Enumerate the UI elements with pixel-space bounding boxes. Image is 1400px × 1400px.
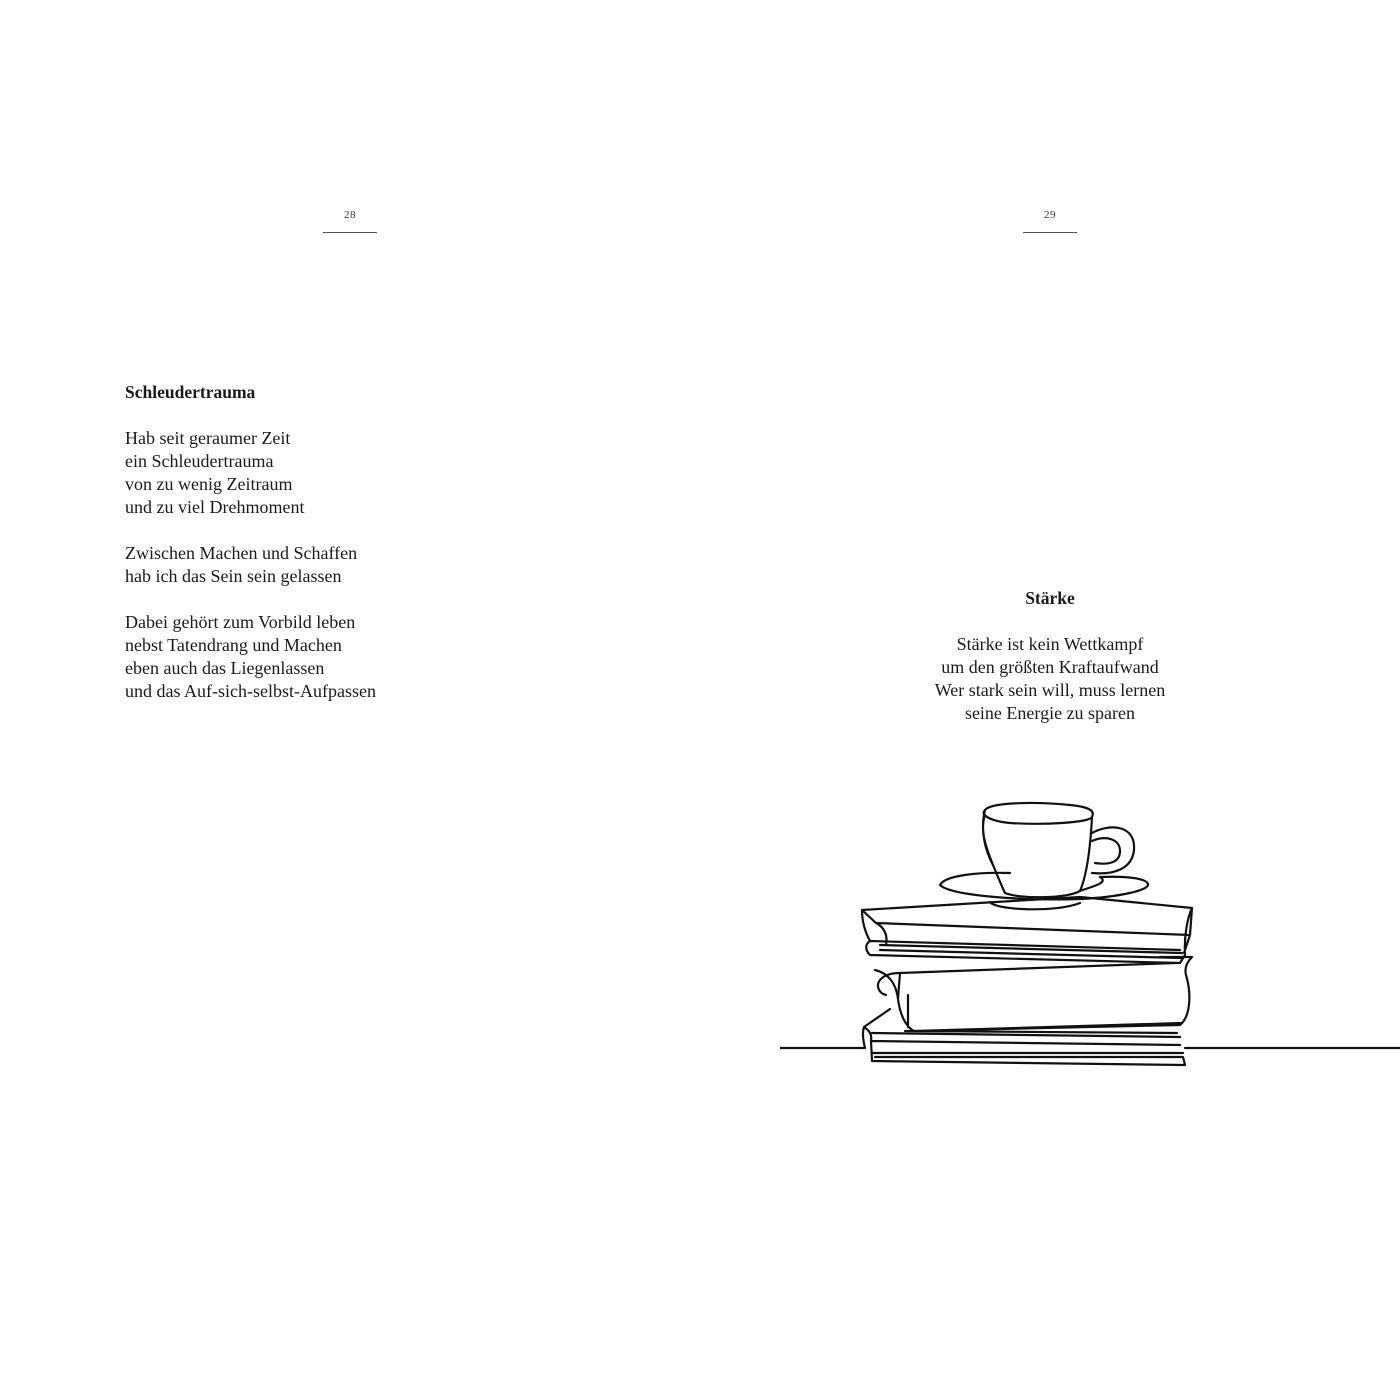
middle-book — [875, 957, 1192, 1033]
poem-line: und das Auf-sich-selbst-Aufpassen — [125, 681, 376, 701]
teacup-on-book-stack-line-drawing-icon — [780, 795, 1400, 1075]
poem-line: Wer stark sein will, muss lernen — [934, 680, 1166, 700]
stanza-1 — [125, 427, 645, 519]
right-page — [700, 0, 1400, 1400]
poem-line: hab ich das Sein sein gelassen — [125, 566, 342, 586]
poem-line: und zu viel Drehmoment — [125, 497, 305, 517]
page-number-rule-right — [1023, 232, 1077, 233]
page-number-right: 29 — [1044, 209, 1056, 221]
poem-line: Zwischen Machen und Schaffen — [125, 543, 358, 563]
poem-schleudertrauma — [125, 381, 645, 726]
teacup — [983, 803, 1093, 897]
page-number-rule-left — [323, 232, 377, 233]
teacup-handle — [1092, 827, 1134, 873]
poem-line: von zu wenig Zeitraum — [125, 474, 293, 494]
stanza-2 — [125, 542, 645, 588]
poem-title: Stärke — [1025, 588, 1075, 608]
poem-line: um den größten Kraftaufwand — [941, 657, 1159, 677]
poem-title: Schleudertrauma — [125, 382, 256, 402]
poem-line: ein Schleudertrauma — [125, 451, 274, 471]
stanza-1 — [850, 633, 1250, 725]
poem-staerke — [850, 587, 1250, 748]
poem-line: Dabei gehört zum Vorbild leben — [125, 612, 356, 632]
poem-line: eben auch das Liegenlassen — [125, 658, 325, 678]
poem-line: Hab seit geraumer Zeit — [125, 428, 291, 448]
poem-line: seine Energie zu sparen — [964, 703, 1136, 723]
poem-line: nebst Tatendrang und Machen — [125, 635, 342, 655]
page-number-left: 28 — [344, 209, 356, 221]
stanza-3 — [125, 611, 645, 703]
poem-line: Stärke ist kein Wettkampf — [956, 634, 1144, 654]
